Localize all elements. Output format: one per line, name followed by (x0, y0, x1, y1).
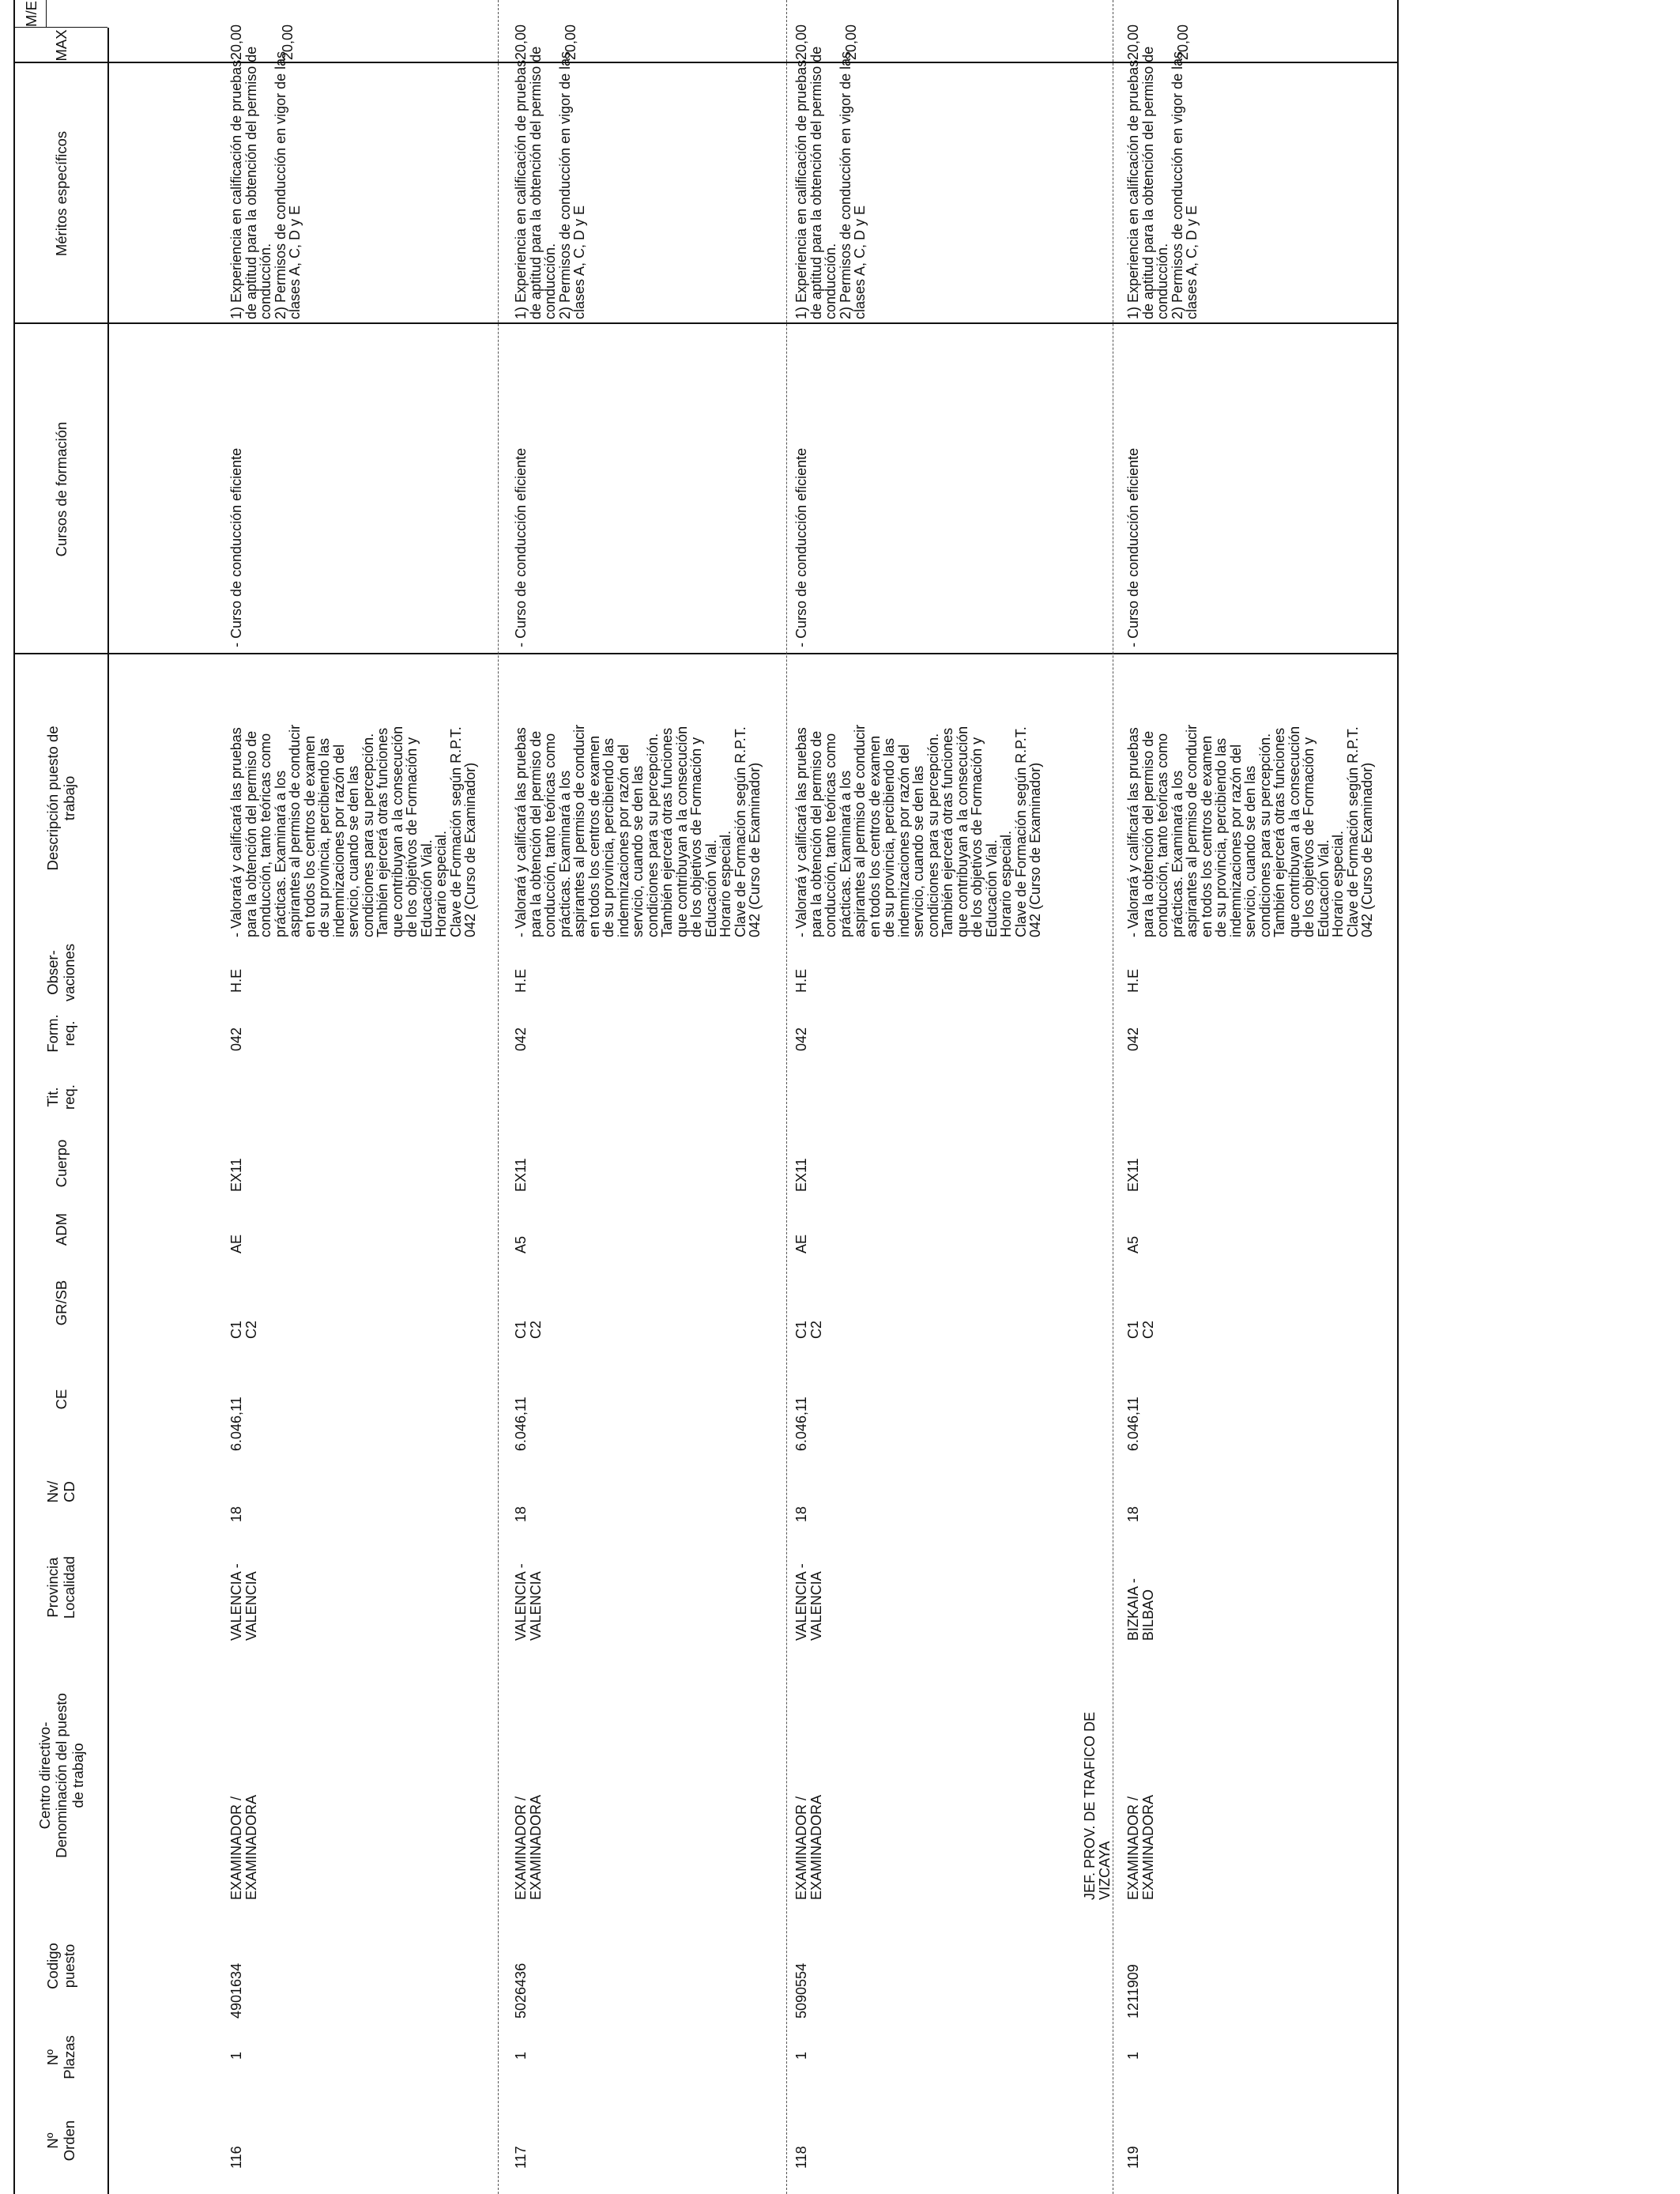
column-divider-meritos (13, 322, 1397, 324)
cell-nivel: 18 (793, 1506, 809, 1522)
cell-meritos: 1) Experiencia en calificación de pruebas de aptitud para la obtención del permiso de conducción. 2) Permisos de conducción en vigor de las clases A, C, D y E (513, 46, 587, 319)
cell-centro: EXAMINADOR / EXAMINADORA (1125, 1794, 1156, 1900)
cell-nivel: 18 (513, 1506, 529, 1522)
header-max-label: MAX (52, 29, 70, 62)
me-header-underline (46, 0, 47, 28)
cell-cuerpo: EX11 (513, 1158, 529, 1192)
cell-observaciones: H.E (1125, 968, 1141, 993)
row-separator (498, 0, 499, 2194)
cell-ce: 6.046,11 (228, 1397, 244, 1451)
cell-cursos: - Curso de conducción eficiente (513, 447, 529, 647)
header-descripcion (16, 654, 106, 942)
cell-centro: EXAMINADOR / EXAMINADORA (793, 1794, 824, 1900)
header-max (16, 28, 106, 63)
header-descripcion-label: Descripción puesto de trabajo (44, 726, 77, 871)
cell-plazas: 1 (793, 2051, 809, 2060)
cell-max-1: 20,00 (513, 24, 529, 60)
header-centro-label: Centro directivo- Denominación del puesto de trabajo (36, 1693, 86, 1858)
cell-descripcion: - Valorará y calificará las pruebas para la obtención del permiso de conducción, tanto teóricas como prácticas. Examinará a los aspirantes al permiso de conducir en todos los centros de examen de su provincia, percibiendo las indemnizaciones por razón del servicio, cuando se den las condiciones para su percepción. También ejercerá otras funciones que contribuyan a la consecución de los objetivos de Formación y Educación Vial. Horario especial. Clave de Formación según R.P.T. 042 (Curso de Examinador) (793, 724, 1043, 937)
cell-orden: 118 (793, 2146, 809, 2169)
me-header-divider (13, 27, 107, 28)
cell-orden: 119 (1125, 2146, 1141, 2169)
cell-nivel: 18 (228, 1506, 244, 1522)
cell-adm: A5 (513, 1235, 529, 1253)
cell-grupo: C1 C2 (228, 1320, 259, 1339)
cell-cursos: - Curso de conducción eficiente (228, 447, 244, 647)
cell-provincia: VALENCIA - VALENCIA (228, 1563, 259, 1641)
cell-centro: EXAMINADOR / EXAMINADORA (513, 1794, 544, 1900)
cell-max-2: 20,00 (280, 24, 296, 60)
cell-codigo: 4901634 (228, 1962, 244, 2019)
cell-meritos: 1) Experiencia en calificación de pruebas de aptitud para la obtención del permiso de conducción. 2) Permisos de conducción en vigor de las clases A, C, D y E (1125, 46, 1200, 319)
cell-adm: A5 (1125, 1235, 1141, 1253)
cell-observaciones: H.E (228, 968, 244, 993)
cell-ce: 6.046,11 (513, 1397, 529, 1451)
cell-ce: 6.046,11 (1125, 1397, 1141, 1451)
header-meritos-label: Méritos específicos (52, 130, 70, 257)
cell-meritos: 1) Experiencia en calificación de pruebas de aptitud para la obtención del permiso de conducción. 2) Permisos de conducción en vigor de las clases A, C, D y E (228, 46, 303, 319)
header-adm-label: ADM (52, 1212, 70, 1246)
header-formacion (16, 1003, 106, 1064)
header-meritos (16, 63, 106, 324)
header-provincia (16, 1529, 106, 1646)
section-heading: JEF. PROV. DE TRAFICO DE VIZCAYA (1082, 1711, 1113, 1900)
cell-max-1: 20,00 (793, 24, 809, 60)
cell-provincia: VALENCIA - VALENCIA (513, 1563, 544, 1641)
cell-cursos: - Curso de conducción eficiente (793, 447, 809, 647)
row-separator (786, 0, 787, 2194)
cell-descripcion: - Valorará y calificará las pruebas para la obtención del permiso de conducción, tanto teóricas como prácticas. Examinará a los aspirantes al permiso de conducir en todos los centros de examen de su provincia, percibiendo las indemnizaciones por razón del servicio, cuando se den las condiciones para su percepción. También ejercerá otras funciones que contribuyan a la consecución de los objetivos de Formación y Educación Vial. Horario especial. Clave de Formación según R.P.T. 042 (Curso de Examinador) (228, 724, 478, 937)
header-bottom-border (107, 28, 109, 2194)
cell-cursos: - Curso de conducción eficiente (1125, 447, 1141, 647)
cell-descripcion: - Valorará y calificará las pruebas para la obtención del permiso de conducción, tanto teóricas como prácticas. Examinará a los aspirantes al permiso de conducir en todos los centros de examen de su provincia, percibiendo las indemnizaciones por razón del servicio, cuando se den las condiciones para su percepción. También ejercerá otras funciones que contribuyan a la consecución de los objetivos de Formación y Educación Vial. Horario especial. Clave de Formación según R.P.T. 042 (Curso de Examinador) (513, 724, 763, 937)
table-bottom-border (1397, 0, 1399, 2194)
header-orden (16, 2087, 106, 2194)
header-cursos-label: Cursos de formación (52, 421, 70, 557)
header-orden-label: Nº Orden (44, 2120, 77, 2162)
cell-descripcion: - Valorará y calificará las pruebas para la obtención del permiso de conducción, tanto teóricas como prácticas. Examinará a los aspirantes al permiso de conducir en todos los centros de examen de su provincia, percibiendo las indemnizaciones por razón del servicio, cuando se den las condiciones para su percepción. También ejercerá otras funciones que contribuyan a la consecución de los objetivos de Formación y Educación Vial. Horario especial. Clave de Formación según R.P.T. 042 (Curso de Examinador) (1125, 724, 1375, 937)
cell-provincia: BIZKAIA - BILBAO (1125, 1578, 1156, 1641)
cell-cuerpo: EX11 (1125, 1158, 1141, 1192)
header-cursos (16, 324, 106, 654)
header-plazas (16, 2027, 106, 2087)
cell-grupo: C1 C2 (513, 1320, 544, 1339)
cell-plazas: 1 (228, 2051, 244, 2060)
cell-orden: 117 (513, 2146, 529, 2169)
cell-orden: 116 (228, 2146, 244, 2169)
cell-codigo: 5090554 (793, 1962, 809, 2019)
cell-codigo: 1211909 (1125, 1964, 1141, 2019)
cell-plazas: 1 (1125, 2051, 1141, 2060)
header-provincia-label: Provincia Localidad (44, 1555, 77, 1619)
cell-adm: AE (228, 1234, 244, 1253)
header-observaciones (16, 942, 106, 1003)
cell-observaciones: H.E (513, 968, 529, 993)
header-grupo (16, 1262, 106, 1344)
header-adm (16, 1197, 106, 1262)
cell-provincia: VALENCIA - VALENCIA (793, 1563, 824, 1641)
cell-nivel: 18 (1125, 1506, 1141, 1522)
cell-adm: AE (793, 1234, 809, 1253)
cell-ce: 6.046,11 (793, 1397, 809, 1451)
cell-plazas: 1 (513, 2051, 529, 2060)
cell-meritos: 1) Experiencia en calificación de pruebas de aptitud para la obtención del permiso de conducción. 2) Permisos de conducción en vigor de las clases A, C, D y E (793, 46, 868, 319)
header-ce (16, 1344, 106, 1455)
cell-grupo: C1 C2 (1125, 1320, 1156, 1339)
header-centro (16, 1646, 106, 1905)
cell-formacion: 042 (1125, 1027, 1141, 1051)
cell-max-1: 20,00 (1125, 24, 1141, 60)
header-codigo-label: Codigo puesto (44, 1943, 77, 1989)
cell-observaciones: H.E (793, 968, 809, 993)
header-grupo-label: GR/SB (52, 1280, 70, 1326)
cell-codigo: 5026436 (513, 1962, 529, 2019)
header-titulacion (16, 1064, 106, 1130)
header-nivel (16, 1455, 106, 1529)
table-top-border (13, 0, 15, 2194)
column-divider-cursos (13, 653, 1397, 654)
cell-formacion: 042 (228, 1027, 244, 1051)
cell-max-2: 20,00 (843, 24, 859, 60)
header-codigo (16, 1905, 106, 2027)
cell-max-2: 20,00 (563, 24, 578, 60)
header-formacion-label: Form. req. (44, 1014, 77, 1053)
header-me (16, 0, 46, 28)
cell-formacion: 042 (793, 1027, 809, 1051)
header-cuerpo-label: Cuerpo (52, 1139, 70, 1188)
header-observaciones-label: Obser- vaciones (44, 944, 77, 1002)
cell-cuerpo: EX11 (793, 1158, 809, 1192)
header-me-label: M/E (22, 1, 40, 27)
cell-formacion: 042 (513, 1027, 529, 1051)
header-cuerpo (16, 1130, 106, 1197)
header-plazas-label: Nº Plazas (44, 2035, 77, 2079)
header-titulacion-label: Tit. req. (44, 1084, 77, 1110)
cell-centro: EXAMINADOR / EXAMINADORA (228, 1794, 259, 1900)
cell-grupo: C1 C2 (793, 1320, 824, 1339)
cell-cuerpo: EX11 (228, 1158, 244, 1192)
cell-max-2: 20,00 (1175, 24, 1191, 60)
header-ce-label: CE (52, 1389, 70, 1410)
header-nivel-label: Nv/ CD (44, 1480, 77, 1503)
cell-max-1: 20,00 (228, 24, 244, 60)
